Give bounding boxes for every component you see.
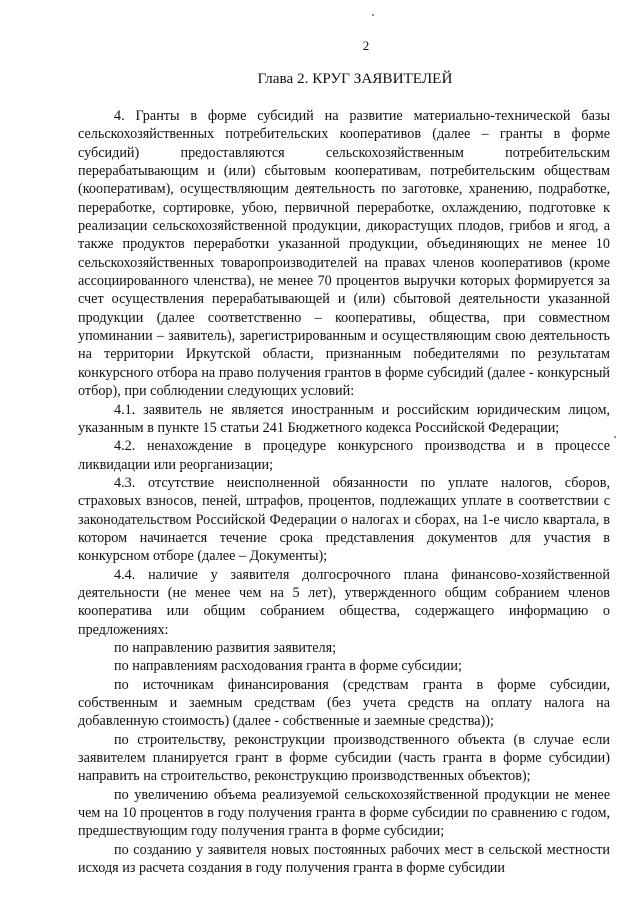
list-item-new-jobs: по созданию у заявителя новых постоянных рабочих мест в сельской местности исходя из расчета создания в году получения гранта в форме субсидии [78, 841, 610, 877]
paragraph-4-1: 4.1. заявитель не является иностранным и российским юридическим лицом, указанным в пункте 15 статьи 241 Бюджетного кодекса Российской Федерации; [78, 401, 610, 436]
scan-speck [614, 436, 616, 438]
document-body [78, 107, 610, 877]
list-item-financing-sources: по источникам финансирования (средствам гранта в форме субсидии, собственным и заемным средствам (без учета средств на оплату налога на добавленную стоимость) (далее - собственные и заемные средства)); [78, 676, 610, 730]
list-item-sales-increase: по увеличению объема реализуемой сельскохозяйственной продукции не менее чем на 10 процентов в году получения гранта в форме субсидии по сравнению с годом, предшествующим году получения гранта в форме субсидии; [78, 786, 610, 840]
paragraph-4-3: 4.3. отсутствие неисполненной обязанности по уплате налогов, сборов, страховых взносов, пеней, штрафов, процентов, подлежащих уплате в соответствии с законодательством Российской Федерации о налогах и сборах, на 1-е число квартала, в котором начинается течение срока представления документов для участия в конкурсном отборе (далее – Документы); [78, 474, 610, 565]
list-item-construction: по строительству, реконструкции производственного объекта (в случае если заявителем планируется грант в форме субсидии (часть гранта в форме субсидии) направить на строительство, реконструкцию производственных объектов); [78, 731, 610, 785]
list-item-grant-spending: по направлениям расходования гранта в форме субсидии; [114, 658, 462, 675]
paragraph-4-4: 4.4. наличие у заявителя долгосрочного плана финансово-хозяйственной деятельности (не менее чем на 5 лет), утвержденного общим собранием членов кооператива или общим собранием общества, содержащего информацию о предложениях: [78, 566, 610, 638]
chapter-title: Глава 2. КРУГ ЗАЯВИТЕЛЕЙ [257, 70, 453, 87]
page-number: 2 [362, 38, 370, 53]
scan-speck [372, 14, 374, 16]
list-item-development-direction: по направлению развития заявителя; [114, 639, 337, 656]
paragraph-4-2: 4.2. ненахождение в процедуре конкурсного производства и в процессе ликвидации или реорганизации; [78, 438, 610, 473]
paragraph-4: 4. Гранты в форме субсидий на развитие материально-технической базы сельскохозяйственных потребительских кооперативов (далее – гранты в форме субсидий) предоставляются сельскохозяйственным потребительским перерабатывающим и (или) сбытовым кооперативам, потребительским обществам (кооперативам), осуществляющим деятельность по заготовке, хранению, подработке, переработке, сортировке, убою, первичной переработке, охлаждению, подготовке к реализации сельскохозяйственной продукции, дикорастущих плодов, грибов и ягод, а также продуктов переработки указанной продукции, объединяющих не менее 10 сельскохозяйственных товаропроизводителей на правах членов кооперативов (кроме ассоциированного членства), не менее 70 процентов выручки которых формируется за счет осуществления перерабатывающей и (или) сбытовой деятельности указанной продукции (далее соответственно – кооперативы, общества, при совместном упоминании – заявитель), зарегистрированным и осуществляющим свою деятельность на территории Иркутской области, признанным победителями по результатам конкурсного отбора на право получения грантов в форме субсидий (далее - конкурсный отбор), при соблюдении следующих условий: [78, 108, 610, 400]
